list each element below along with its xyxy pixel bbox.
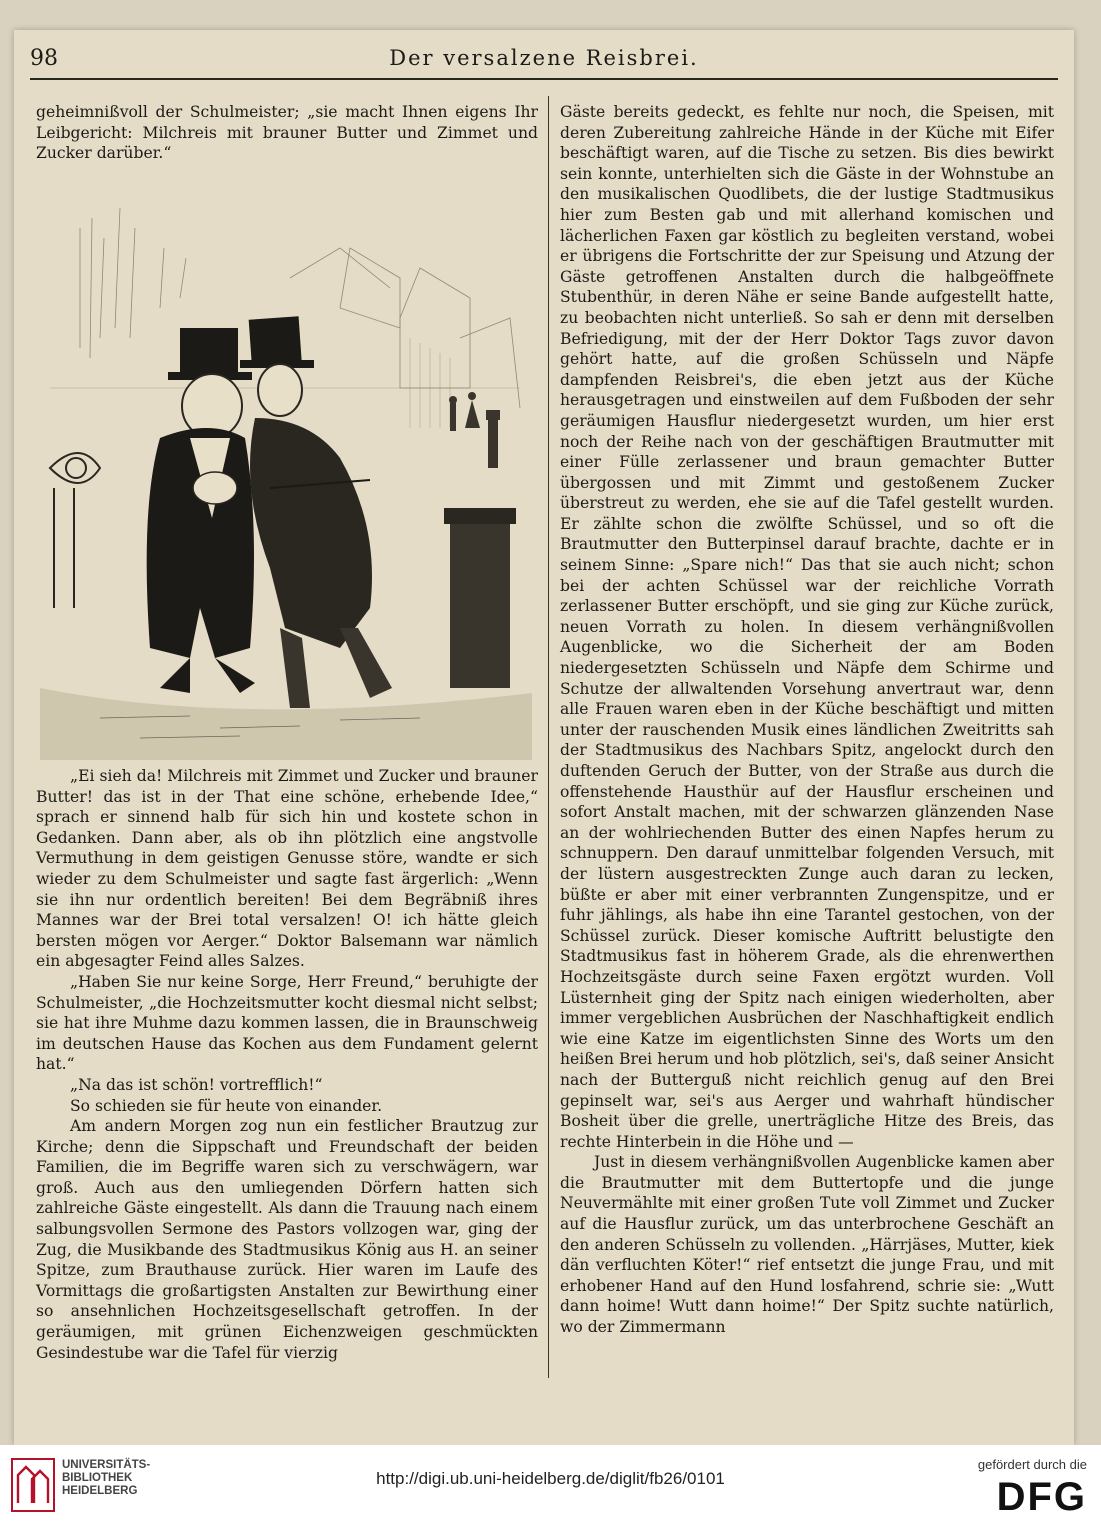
left-paragraph-5: Am andern Morgen zog nun ein festlicher Brautzug zur Kirche; denn die Sippschaft und Freundschaft der beiden Familien, die im Begriffe waren sich zu verschwägern, war groß. Auch aus den umliegenden Dörfern hatten sich zahlreiche Gäste eingestellt. Als dann die Trauung nach einem salbungsvollen Sermone des Pastors vollzogen war, ging der Zug, die Musikbande des Stadtmusikus König aus H. an seiner Spitze, zum Brauthause zurück. Hier waren im Laufe des Vormittags die großartigsten Anstalten zur Bewirthung einer so ansehnlichen Hochzeitsgesellschaft getroffen. In der geräumigen, mit grünen Eichenzweigen geschmückten Gesindestube war die Tafel für vierzig — [36, 1117, 538, 1362]
left-paragraph-4: So schieden sie für heute von einander. — [70, 1096, 383, 1115]
running-header — [30, 44, 1058, 80]
column-divider — [548, 96, 549, 1378]
running-title: Der versalzene Reisbrei. — [389, 46, 699, 70]
library-line-1: UNIVERSITÄTS- — [62, 1459, 151, 1471]
funded-by-label: gefördert durch die — [977, 1457, 1087, 1472]
library-line-3: HEIDELBERG — [62, 1485, 138, 1497]
left-top-paragraph: geheimnißvoll der Schulmeister; „sie macht Ihnen eigens Ihr Leibgericht: Milchreis mit brauner Butter und Zimmet und Zucker darüber.“ — [36, 103, 538, 163]
left-paragraph-2: „Haben Sie nur keine Sorge, Herr Freund,“ beruhigte der Schulmeister, „die Hochzeitsmutter kocht diesmal nicht selbst; sie hat ihre Muhme dazu kommen lassen, die in Braunschweig im deutschen Hause das Kochen aus dem Fundament gelernt hat.“ — [36, 972, 538, 1074]
left-column-top — [36, 102, 538, 164]
left-paragraph-1: „Ei sieh da! Milchreis mit Zimmet und Zucker und brauner Butter! das ist in der That eine schöne, erhebende Idee,“ sprach er sinnend halb für sich hin und kostete schon in Gedanken. Dann aber, als ob ihn plötzlich eine angstvolle Vermuthung in dem geistigen Genusse störe, wandte er sich wieder zu dem Schulmeister und sagte fast ärgerlich: „Wenn sie ihn nur ordentlich bereiten! Bei dem Begräbniß ihres Mannes war der Brei total versalzen! O! ich hätte gleich bersten mögen vor Aerger.“ Doktor Balsemann war nämlich ein abgesagter Feind alles Salzes. — [36, 767, 538, 971]
left-paragraph-3: „Na das ist schön! vortrefflich!“ — [70, 1075, 323, 1094]
library-line-2: BIBLIOTHEK — [62, 1472, 133, 1484]
viewer-footer — [0, 1445, 1101, 1525]
engraving-illustration — [40, 188, 532, 760]
dfg-logo: DFG — [996, 1475, 1087, 1519]
left-column-text — [36, 766, 538, 1363]
right-column-text — [560, 102, 1054, 1338]
page-number: 98 — [30, 46, 58, 71]
permalink-url[interactable]: http://digi.ub.uni-heidelberg.de/diglit/fb26/0101 — [376, 1469, 725, 1488]
right-paragraph-1: Gäste bereits gedeckt, es fehlte nur noch, die Speisen, mit deren Zubereitung zahlreiche Hände in der Küche mit Eifer beschäftigt waren, auf die Tische zu setzen. Bis dies bewirkt sein konnte, unterhielten sich die Gäste in der Wohnstube an den musikalischen Quodlibets, die der lustige Stadtmusikus hier zum Besten gab und mit allerhand komischen und lächerlichen Faxen gar köstlich zu begleiten verstand, wobei er übrigens die Fortschritte der zur Speisung und Atzung der Gäste getroffenen Anstalten durch die halbgeöffnete Stubenthür, in deren Nähe er seine Bande aufgestellt hatte, zu beobachten nicht unterließ. So sah er denn mit derselben Befriedigung, mit der der Herr Doktor Tags zuvor davon gehört hatte, auf die großen Schüsseln und Näpfe dampfenden Reisbrei's, die eben jetzt aus der Küche herausgetragen und einstweilen auf dem Fußboden der sehr geräumigen Hausflur niedergesetzt wurden, um hier erst noch der Reihe nach von der geschäftigen Brautmutter mit einer Fülle zerlassener und braun gemachter Butter übergossen und mit Zimmt und gestoßenem Zucker überstreut zu werden, ehe sie auf die Tafel gestellt wurden. Er zählte schon die zwölfte Schüssel, und so oft die Brautmutter den Butterpinsel darauf brachte, dachte er in seinem Sinne: „Spare nich!“ Das that sie auch nicht; schon bei der achten Schüssel war der reichliche Vorrath zerlassener Butter erschöpft, und sie ging zur Küche zurück, neuen Vorrath zu holen. In diesem verhängnißvollen Augenblicke, wo die Sicherheit der am Boden niedergesetzten Schüsseln und Näpfe dem Schirme und Schutze der allwaltenden Vorsehung anvertraut war, denn alle Frauen waren eben in der Küche beschäftigt und mitten unter der rauschenden Musik eines ländlichen Zweitritts sah der Stadtmusikus des Nachbars Spitz, angelockt durch den duftenden Geruch der Butter, von der Straße aus durch die offenstehende Hausthür auf der Hausflur erscheinen und sofort Anstalt machen, mit der schwarzen glänzenden Nase an der wohlriechenden Butter des einen Napfes herum zu schnuppern. Den darauf unmittelbar folgenden Versuch, mit der lüstern ausgestreckten Zunge auch daran zu lecken, büßte er aber mit einer verbrannten Zungenspitze, und er fuhr jählings, als habe ihn eine Tarantel gestochen, von der Schüssel zurück. Dieser komische Auftritt belustigte den Stadtmusikus fast in höherem Grade, als die ehrenwerthen Hochzeitsgäste durch seine Faxen ergötzt wurden. Voll Lüsternheit ging der Spitz nach einigen wiederholten, aber immer vergeblichen Ausbrüchen der Naschhaftigkeit endlich wie eine Katze im eigentlichsten Sinne des Worts um den heißen Brei herum und hob plötzlich, sei's, daß seiner Ansicht nach der Butterguß nicht reichlich genug auf den Brei gepinselt war, sei's aus Aerger und wahrhaft hündischer Bosheit über die grelle, unerträgliche Hitze des Breis, das rechte Hinterbein in die Höhe und — — [560, 103, 1054, 1151]
right-paragraph-2: Just in diesem verhängnißvollen Augenblicke kamen aber die Brautmutter mit dem Buttertopfe und die junge Neuvermählte mit einer großen Tute voll Zimmet und Zucker auf die Hausflur zurück, um das unterbrochene Geschäft an den anderen Schüsseln zu vollenden. „Härrjäses, Mutter, kiek dän verfluchten Köter!“ rief entsetzt die junge Frau, und mit erhobener Hand auf den Hund losfahrend, schrie sie: „Wutt dann hoime! Wutt dann hoime!“ Der Spitz suchte natürlich, wo der Zimmermann — [560, 1153, 1054, 1337]
